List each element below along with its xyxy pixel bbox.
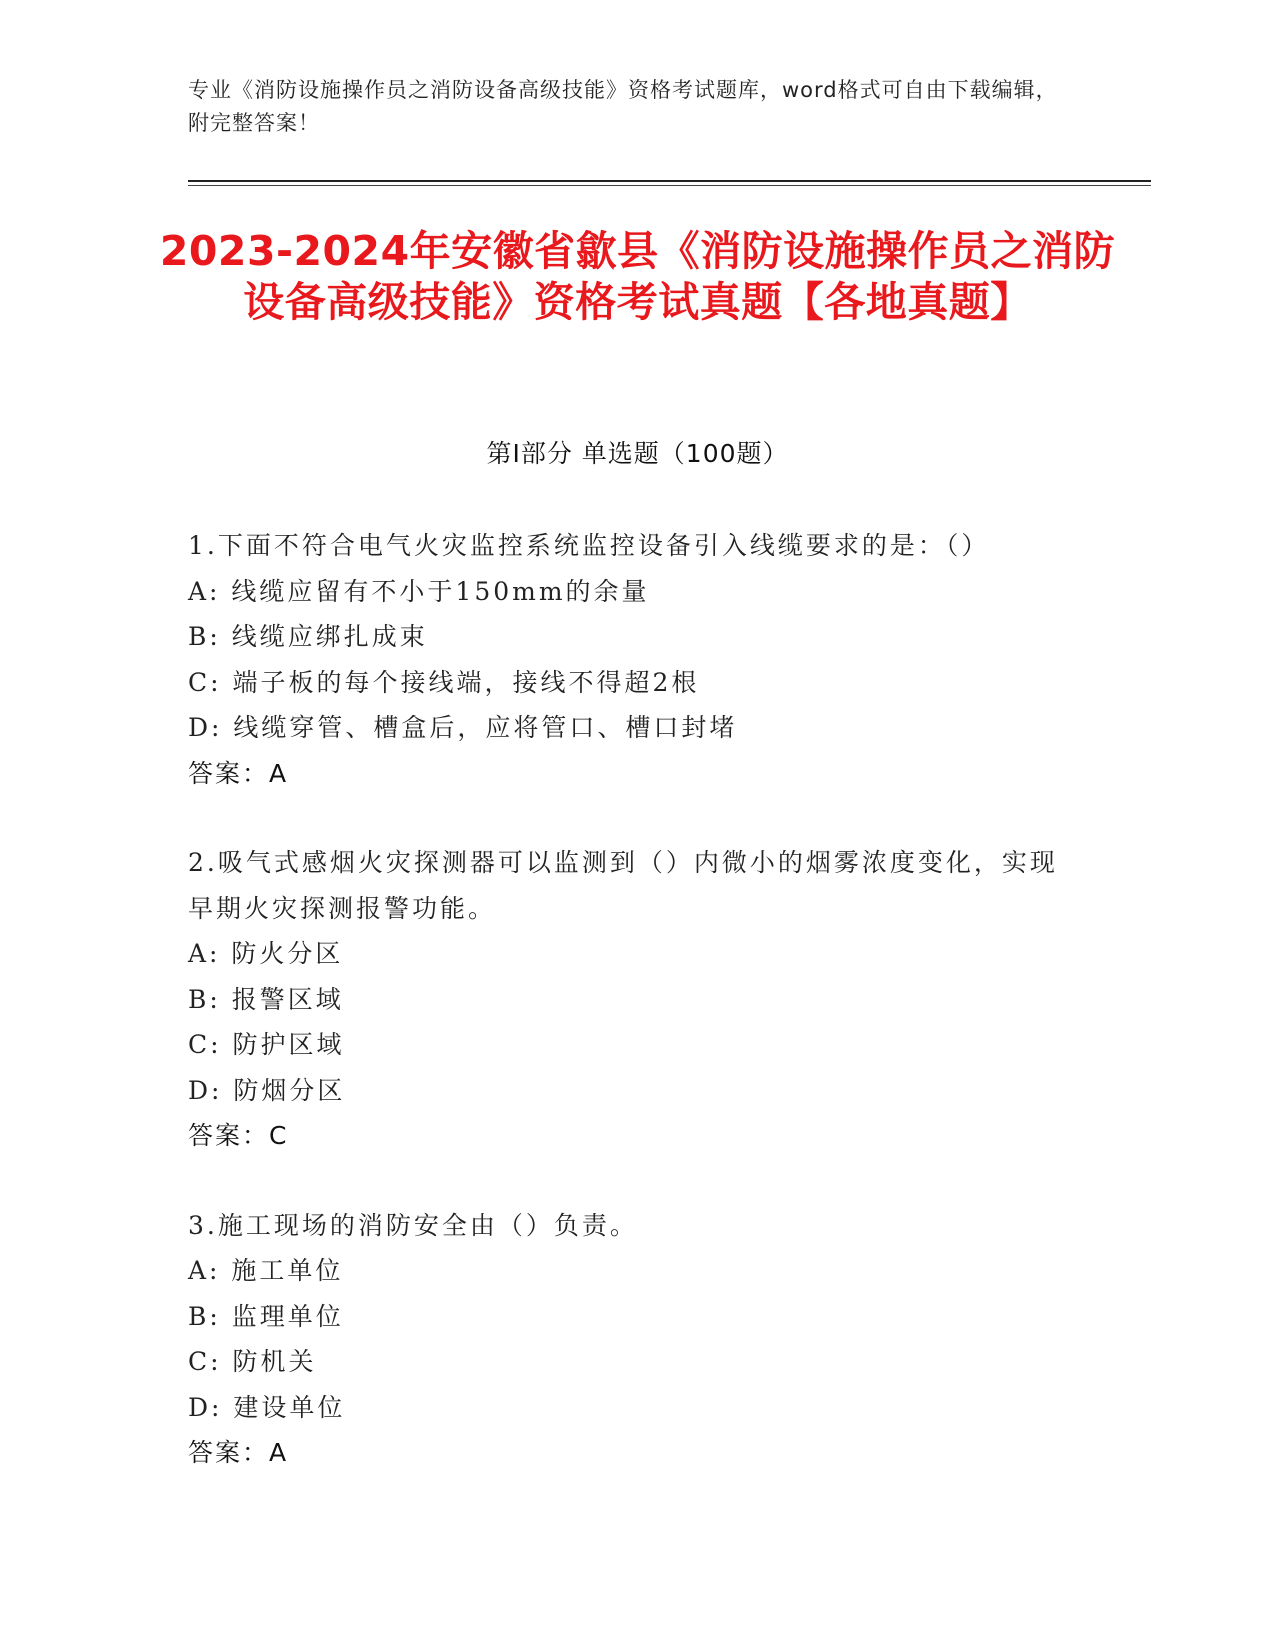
option-c: C: 端子板的每个接线端，接线不得超2根 xyxy=(188,667,700,697)
answer-text: 答案：A xyxy=(188,1438,289,1467)
document-title: 2023-2024年安徽省歙县《消防设施操作员之消防设备高级技能》资格考试真题【各地真题】 xyxy=(159,227,1116,326)
option-b: B: 报警区域 xyxy=(188,984,344,1014)
option-b: B: 监理单位 xyxy=(188,1301,344,1331)
section-title: 第Ⅰ部分 单选题（100题） xyxy=(486,439,789,468)
question-3 xyxy=(188,1203,1068,1476)
option-d: D: 防烟分区 xyxy=(188,1075,346,1105)
answer-text: 答案：A xyxy=(188,758,289,788)
option-c: C: 防护区域 xyxy=(188,1030,345,1059)
header-note: 专业《消防设施操作员之消防设备高级技能》资格考试题库，word格式可自由下载编辑，附完整答案！ xyxy=(188,78,1058,135)
option-a: A: 防火分区 xyxy=(188,939,344,968)
question-list xyxy=(188,523,1068,1520)
option-a: A: 线缆应留有不小于150mm的余量 xyxy=(188,576,650,606)
option-a: A: 施工单位 xyxy=(188,1256,344,1285)
question-2 xyxy=(188,840,1068,1159)
question-1 xyxy=(188,523,1068,796)
answer-text: 答案：C xyxy=(188,1121,289,1150)
option-d: D: 线缆穿管、槽盒后，应将管口、槽口封堵 xyxy=(188,713,738,742)
header-divider-thin xyxy=(188,185,1151,186)
option-c: C: 防机关 xyxy=(188,1347,317,1376)
question-stem: 3.施工现场的消防安全由（）负责。 xyxy=(188,1210,638,1240)
header-divider xyxy=(188,180,1151,182)
question-stem: 2.吸气式感烟火灾探测器可以监测到（）内微小的烟雾浓度变化，实现早期火灾探测报警功能。 xyxy=(188,848,1058,923)
question-stem: 1.下面不符合电气火灾监控系统监控设备引入线缆要求的是：（） xyxy=(188,531,990,560)
option-b: B: 线缆应绑扎成束 xyxy=(188,622,428,651)
option-d: D: 建设单位 xyxy=(188,1392,346,1422)
